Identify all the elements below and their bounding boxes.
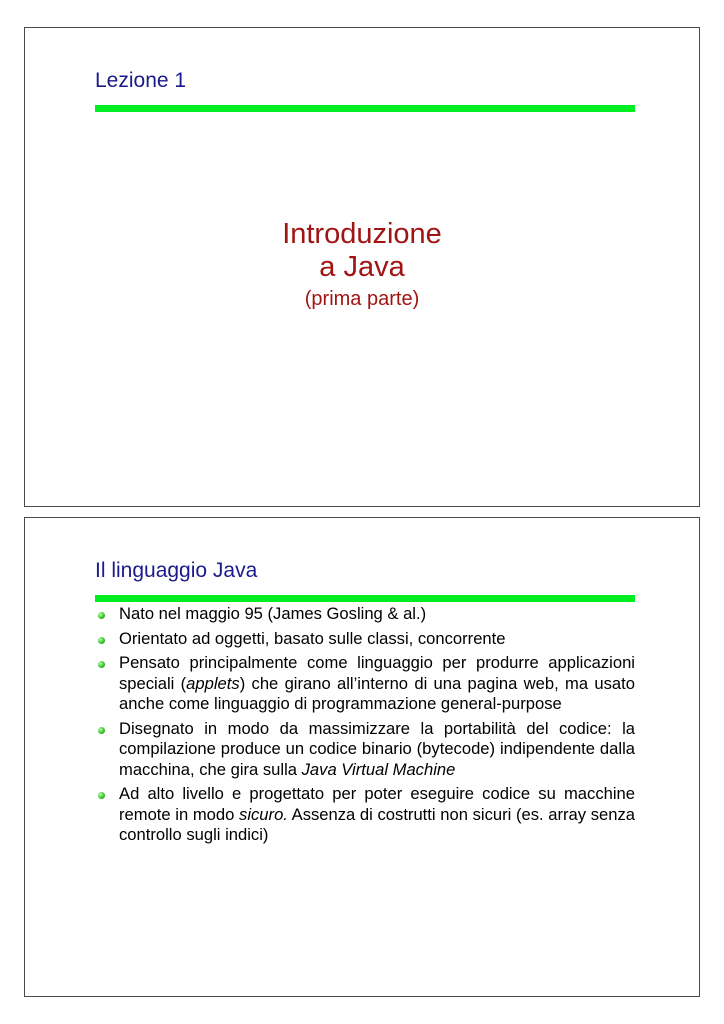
bullet-text-part: Ad alto livello e progettato per poter eseguire codice su macchine remote in modo [119, 784, 635, 824]
bullet-text [119, 784, 635, 846]
slide-1 [24, 27, 700, 507]
green-bullet-icon [98, 727, 105, 734]
slide-2 [24, 517, 700, 997]
green-bullet-icon [98, 792, 105, 799]
bullet-text-italic: sicuro. [239, 804, 288, 824]
green-bullet-icon [98, 661, 105, 668]
green-bullet-icon [98, 612, 105, 619]
list-item [95, 719, 635, 781]
slide-1-headline [25, 218, 699, 312]
list-item [95, 629, 635, 650]
bullet-text-part: Pensato principalmente come linguaggio per produrre applicazioni speciali ( [119, 653, 635, 693]
bullet-list [95, 604, 635, 846]
bullet-text-italic: applets [186, 673, 240, 693]
slide-1-title: Lezione 1 [95, 69, 187, 92]
green-bullet-icon [98, 637, 105, 644]
bullet-text [119, 653, 635, 715]
slide-1-title-bar [95, 105, 635, 112]
bullet-text-part: Assenza di costrutti non sicuri (es. array senza controllo sugli indici) [119, 804, 635, 844]
main-subtitle: (prima parte) [304, 288, 420, 310]
bullet-text-part: Disegnato in modo da massimizzare la portabilità del codice: la compilazione produce un codice binario (bytecode) indipendente dalla macchina, che gira sulla [119, 718, 635, 779]
list-item [95, 784, 635, 846]
bullet-text-part: ) che girano all’interno di una pagina web, ma usato anche come linguaggio di programmazione general-purpose [119, 673, 635, 713]
main-title-line-1: Introduzione [282, 218, 442, 250]
bullet-text [119, 719, 635, 781]
list-item [95, 653, 635, 715]
slide-2-title-bar [95, 595, 635, 602]
bullet-text: Nato nel maggio 95 (James Gosling & al.) [119, 604, 427, 623]
list-item [95, 604, 635, 625]
bullet-text-italic: Java Virtual Machine [301, 759, 456, 779]
main-title-line-2: a Java [319, 251, 405, 283]
slide-2-title: Il linguaggio Java [95, 559, 258, 582]
bullet-text: Orientato ad oggetti, basato sulle classi, concorrente [119, 628, 506, 648]
